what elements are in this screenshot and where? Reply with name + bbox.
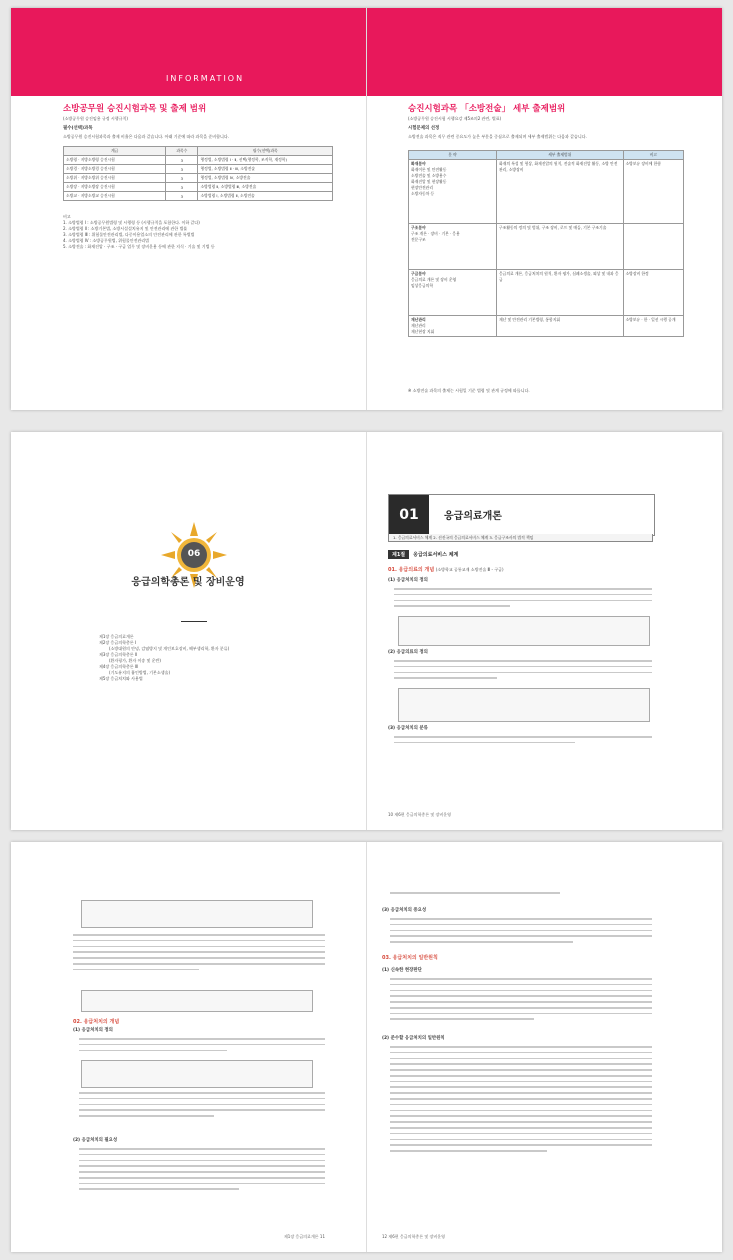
note-item: 3. 소방법령 Ⅲ : 위험물안전관리법, 다중이용업소의 안전관리에 관한 특별법: [63, 232, 195, 237]
table-cell: 3: [166, 174, 198, 183]
table-header-row: [409, 151, 684, 160]
right-subtitle: (소방공무원 승진시험 시행요강 제5조의2 관련, 별표): [408, 116, 502, 121]
subsection-heading: [388, 566, 504, 573]
right-footnote: ※ 소방전술 과목의 출제는 시험일 기준 법령 및 관계 규정에 따릅니다.: [408, 388, 530, 393]
area-item: 화재이론 및 안전활동: [411, 167, 447, 172]
right-intro: 소방전술 과목은 직무 관련 중요도가 높은 부분을 중심으로 출제되며 세부 출제범위는 다음과 같습니다.: [408, 134, 587, 139]
table-cell: 소방법령 Ⅱ, 소방법령 Ⅲ, 소방전술: [198, 183, 333, 192]
paragraph-heading: (2) 응급의료의 정의: [388, 650, 428, 655]
law-quote-box: [398, 616, 650, 646]
right-section: 시험문제의 선정: [408, 126, 440, 131]
chapter-subbar: 1. 응급의료서비스 체계 2. 선진국의 응급의료서비스 체계 3. 응급구조사의 법적 책임: [388, 534, 653, 542]
table-row: [64, 156, 333, 165]
toc-item: (환자평가, 환자 이송 및 운반): [109, 658, 161, 663]
chapter-toc: [99, 634, 329, 682]
table-cell: 구조활동의 정의 및 범위, 구조 장비, 로프 및 매듭, 기본 구조기술: [497, 224, 624, 270]
law-quote-box: [398, 688, 650, 722]
paragraph-heading: (1) 신속한 현장판단: [382, 968, 422, 973]
body-text: [390, 892, 652, 898]
chapter-header: [388, 494, 655, 536]
subsection-note: (소방학교 공통교재 소방전술 Ⅲ - 구급): [435, 567, 504, 572]
table-row: [64, 165, 333, 174]
table-header: 분 야: [409, 151, 497, 160]
chapter-title: 응급의료개론: [444, 511, 502, 522]
note-item: 2. 소방법령 Ⅱ : 소방기본법, 소방시설설치유지 및 안전관리에 관한 법률: [63, 226, 188, 231]
page-gutter: [366, 842, 367, 1252]
table-header-row: [64, 147, 333, 156]
table-cell: [409, 316, 497, 337]
subsection-title: 02. 응급처치의 개념: [73, 1019, 120, 1025]
table-cell: 소방장비 한정: [623, 270, 684, 316]
table-row: [409, 270, 684, 316]
subsection-title: 01. 응급의료의 개념: [388, 567, 435, 573]
area-item: 현장안전관리: [411, 185, 434, 190]
law-quote-box: [81, 1060, 313, 1088]
notes-label: 비고: [63, 214, 71, 219]
table-cell: 소방령 · 지방소방령 승진시험: [64, 156, 166, 165]
table-cell: 소방경 · 지방소방경 승진시험: [64, 165, 166, 174]
table-row: [409, 224, 684, 270]
page-footer: 12 제6편 응급의학총론 및 장비운영: [382, 1234, 445, 1239]
table-cell: [409, 224, 497, 270]
banner-label: INFORMATION: [166, 74, 245, 83]
table-cell: 행정법, 소방법령 Ⅰ · Ⅱ, 선택(행정학, 조직학, 재정학): [198, 156, 333, 165]
table-cell: 응급의료 개론, 응급처치의 원칙, 환자 평가, 심폐소생술, 외상 및 내과 응급: [497, 270, 624, 316]
toc-item: (기도유지의 흡인방법, 기본소생술): [109, 670, 171, 675]
table-row: [409, 160, 684, 224]
table-cell: 소방법령 Ⅰ, 소방법령 Ⅱ, 소방전술: [198, 192, 333, 201]
body-text: [390, 978, 652, 1024]
page-footer: 10 제6편 응급의학총론 및 장비운영: [388, 812, 451, 817]
area-item: 임상응급의학: [411, 283, 434, 288]
law-quote-box: [81, 900, 313, 928]
right-title: 승진시험과목 「소방전술」 세부 출제범위: [408, 104, 566, 114]
notes-block: [63, 214, 343, 250]
info-box: [81, 990, 313, 1012]
page-footer: 제1장 응급의료개론 11: [283, 1234, 325, 1239]
page-gutter: [366, 8, 367, 410]
page-left: [11, 432, 365, 830]
table-header: 필수(선택)과목: [198, 147, 333, 156]
page-left: [11, 842, 365, 1252]
left-subject-table: [63, 146, 333, 201]
page-gutter: [366, 432, 367, 830]
table-cell: 행정법, 소방법령 Ⅳ, 소방전술: [198, 174, 333, 183]
paragraph-heading: (1) 응급처치의 정의: [73, 1028, 113, 1033]
table-cell: 재난 및 안전관리 기본법령, 통합지휘: [497, 316, 624, 337]
body-text: [79, 1148, 325, 1194]
left-intro: 소방공무원 승진시험과목과 출제 비율은 다음과 같습니다. 아래 기준에 따라 과목을 준비합니다.: [63, 134, 229, 139]
page-right: [368, 842, 722, 1252]
table-cell: 소방교 · 지방소방교 승진시험: [64, 192, 166, 201]
left-subtitle: (소방공무원 승진임용 규정 시행규칙): [63, 116, 128, 121]
table-cell: 소방위 · 지방소방위 승진시험: [64, 174, 166, 183]
table-cell: 행정법, 소방법령 Ⅱ · Ⅲ, 소방전술: [198, 165, 333, 174]
toc-item: 제5장 응급처치와 사용법: [99, 676, 143, 681]
table-header: 계급: [64, 147, 166, 156]
table-cell: 3: [166, 156, 198, 165]
table-row: [409, 316, 684, 337]
table-header: 비고: [623, 151, 684, 160]
area-item: 재난현장 지휘: [411, 329, 435, 334]
section-tag: 제1절: [388, 550, 409, 559]
tactics-table: [408, 150, 684, 337]
area-item: 재난관리: [411, 323, 426, 328]
area-label: 재난관리: [411, 317, 426, 322]
table-cell: [623, 224, 684, 270]
spread-information: [11, 8, 722, 410]
table-cell: 소방보유 · 한 · 일선 시행 공개: [623, 316, 684, 337]
title-divider: [181, 621, 207, 622]
chapter-number: 06: [187, 549, 201, 559]
table-row: [64, 183, 333, 192]
body-text: [394, 660, 652, 683]
area-item: 소방전술 및 소방용수: [411, 173, 447, 178]
table-cell: 3: [166, 165, 198, 174]
chapter-title: 응급의학총론 및 장비운영: [131, 577, 245, 588]
paragraph-heading: (1) 응급처치의 정의: [388, 578, 428, 583]
table-cell: 3: [166, 192, 198, 201]
paragraph-heading: (2) 준수할 응급처치의 일반원칙: [382, 1036, 445, 1041]
toc-item: 제1장 응급의료개론: [99, 634, 134, 639]
chapter-number: 01: [389, 495, 429, 535]
page-right: [368, 96, 722, 410]
paragraph-heading: (3) 응급처치의 분류: [388, 726, 428, 731]
area-label: 화재분야: [411, 161, 426, 166]
note-item: 4. 소방법령 Ⅳ : 소방공무원법, 위험물안전관리법: [63, 238, 150, 243]
table-row: [64, 192, 333, 201]
page-right: [368, 432, 722, 830]
section-heading: [388, 550, 458, 559]
left-title: 소방공무원 승진시험과목 및 출제 범위: [63, 104, 207, 114]
area-item: 응급의료 개론 및 장비 운영: [411, 277, 457, 282]
table-cell: [409, 160, 497, 224]
table-cell: 소방보유 장비에 한함: [623, 160, 684, 224]
toc-item: (소방대원의 안녕, 감염방지 및 개인보호장비, 해부생리학, 환자 분류): [109, 646, 230, 651]
subsection-title: 03. 응급처치의 일반원칙: [382, 955, 438, 961]
area-item: 전문구조: [411, 237, 426, 242]
body-text: [79, 1092, 325, 1121]
note-item: 1. 소방법령 Ⅰ : 소방공무원법령 및 시행령 등 (시행규칙을 포함한다. 이하 같다): [63, 220, 200, 225]
toc-item: 제4장 응급의학총론 Ⅲ: [99, 664, 138, 669]
body-text: [394, 588, 652, 611]
paragraph-heading: (3) 응급처치의 중요성: [382, 908, 427, 913]
body-text: [79, 1038, 325, 1055]
body-text: [73, 934, 325, 974]
table-header: 세부 출제범위: [497, 151, 624, 160]
table-cell: [409, 270, 497, 316]
toc-item: 제2장 응급의학총론 Ⅰ: [99, 640, 137, 645]
body-text: [394, 736, 652, 748]
toc-item: 제3장 응급의학총론 Ⅱ: [99, 652, 137, 657]
page-left: [11, 96, 365, 410]
table-cell: 소방장 · 지방소방장 승진시험: [64, 183, 166, 192]
spread-chapter: [11, 432, 722, 830]
table-cell: 화재의 특성 및 형상, 화재진압의 원칙, 전술적 화재진압 활동, 소방 안전관리, 소방장비: [497, 160, 624, 224]
area-item: 구조 개론 · 장비 · 기본 · 응용: [411, 231, 460, 236]
section-title: 응급의료서비스 체계: [413, 552, 459, 558]
spread-body: [11, 842, 722, 1252]
paragraph-heading: (2) 응급처치의 필요성: [73, 1138, 118, 1143]
table-row: [64, 174, 333, 183]
body-text: [390, 1046, 652, 1156]
note-item: 5. 소방전술 : 화재진압 · 구조 · 구급 업무 및 장비운용 등에 관한 지식 · 기술 및 기법 등: [63, 244, 215, 249]
left-section: 필수(선택)과목: [63, 126, 93, 131]
area-item: 화재진압 및 현장활동: [411, 179, 447, 184]
table-cell: 3: [166, 183, 198, 192]
area-item: 소방자동차 등: [411, 191, 435, 196]
area-label: 구조분야: [411, 225, 426, 230]
area-label: 구급분야: [411, 271, 426, 276]
table-header: 과목수: [166, 147, 198, 156]
body-text: [390, 918, 652, 947]
